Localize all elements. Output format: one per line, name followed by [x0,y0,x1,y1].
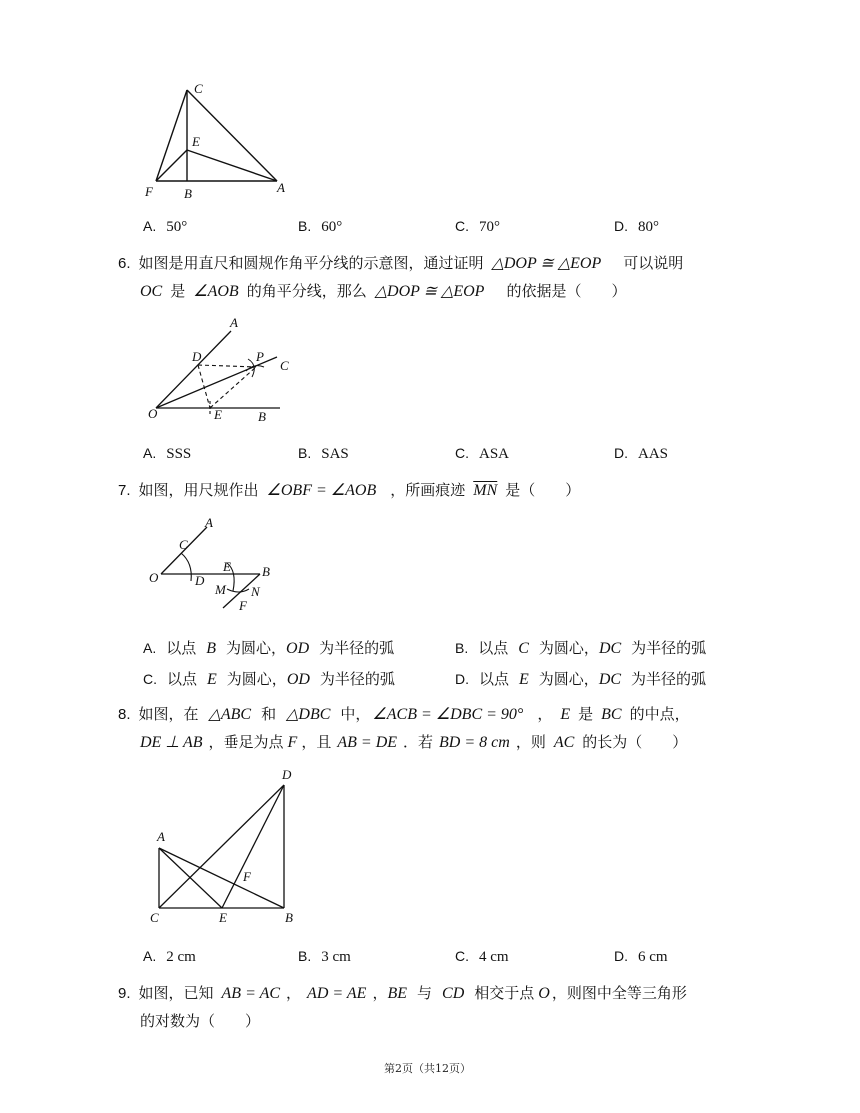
fig7-label-O: O [149,570,159,585]
fig8-label-C: C [150,910,159,925]
fig8-label-A: A [157,829,165,844]
fig7-label-B: B [262,564,270,579]
fig6-label-A: A [230,315,238,330]
q6-option-d: D. AAS [614,445,669,462]
fig7-label-F: F [239,598,247,613]
q6-line-2: OC 是 ∠AOB 的角平分线，那么 △DOP ≅ △EOP 的依据是（ ） [140,282,627,300]
q6-option-c: C. ASA [455,445,510,462]
q6-line-1: 6. 如图是用直尺和圆规作角平分线的示意图，通过证明 △DOP ≅ △EOP 可以说明 [118,254,684,272]
fig7-label-N: N [251,584,260,599]
q5-option-c: C. 70° [455,218,500,235]
q5-option-a: A. 50° [143,218,188,235]
q8-number: 8. [118,706,131,723]
q8-option-a: A. 2 cm [143,948,196,965]
fig8-label-B: B [285,910,293,925]
q7-line: 7. 如图，用尺规作出 ∠OBF = ∠AOB ，所画痕迹 $\overline{MN}$ 是（ ） [118,481,581,499]
fig5-label-F: F [145,184,153,199]
fig6-label-O: O [148,406,158,421]
q9-number: 9. [118,985,131,1002]
fig8-label-E: E [219,910,227,925]
fig7-label-D: D [195,573,205,588]
q8-option-b: B. 3 cm [298,948,351,965]
q7-number: 7. [118,482,131,499]
fig5-label-A: A [277,180,285,195]
q9-line-2: 的对数为（ ） [140,1012,261,1030]
page-footer: 第2页（共12页） [384,1062,471,1075]
fig5-label-B: B [184,186,192,201]
q8-option-d: D. 6 cm [614,948,668,965]
figure-q6 [140,315,300,430]
fig6-label-E: E [214,407,222,422]
q6-number: 6. [118,255,131,272]
fig6-label-C: C [280,358,289,373]
fig7-label-C: C [179,537,188,552]
q7-option-a: A. 以点 B 为圆心， OD 为半径的弧 [143,639,395,657]
q6-option-b: B. SAS [298,445,349,462]
q6-option-a: A. SSS [143,445,192,462]
fig5-label-E: E [192,134,200,149]
fig7-label-A: A [205,515,213,530]
fig6-label-D: D [192,349,202,364]
q5-option-d: D. 80° [614,218,659,235]
q8-option-c: C. 4 cm [455,948,509,965]
q8-line-2: DE ⊥ AB ，垂足为点 F ，且 AB = DE ．若 BD = 8 cm ，则 AC 的长为（ ） [140,733,688,751]
q5-option-b: B. 60° [298,218,343,235]
q9-line-1: 9. 如图，已知 AB = AC ， AD = AE ， BE 与 CD 相交于点 O ，则图中全等三角形 [118,984,687,1002]
fig7-label-M: M [215,582,226,597]
fig6-label-P: P [256,349,264,364]
figure-q8 [145,765,310,930]
fig7-label-E: E [223,559,231,574]
figure-q7 [145,515,285,615]
figure-q5 [140,78,300,203]
q7-option-c: C. 以点 E 为圆心， OD 为半径的弧 [143,670,395,688]
fig6-label-B: B [258,409,266,424]
q7-option-b: B. 以点 C 为圆心， DC 为半径的弧 [455,639,707,657]
q8-line-1: 8. 如图，在 △ABC 和 △DBC 中， ∠ACB = ∠DBC = 90° ， E 是 BC 的中点， [118,705,690,723]
fig8-label-D: D [282,767,292,782]
fig8-label-F: F [243,869,251,884]
fig5-label-C: C [194,81,203,96]
q7-option-d: D. 以点 E 为圆心， DC 为半径的弧 [455,670,707,688]
